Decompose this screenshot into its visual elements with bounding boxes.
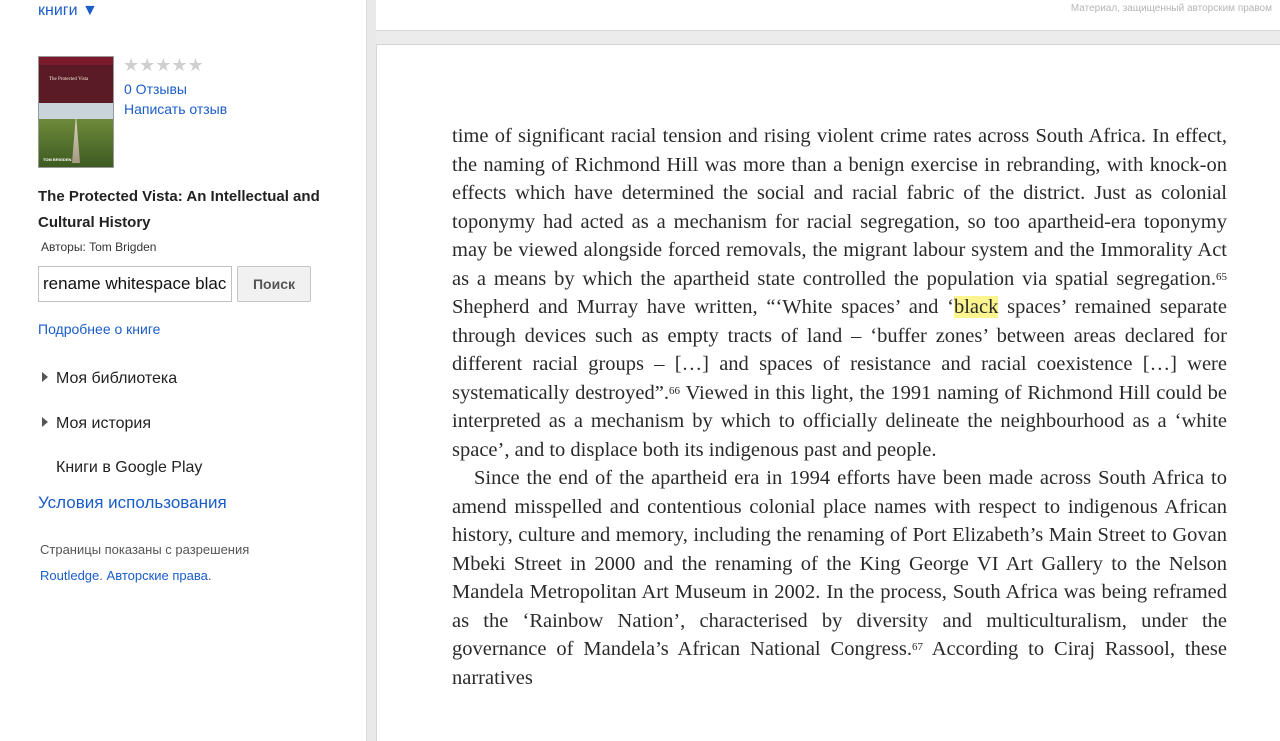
cover-author: TOM BRIGDEN bbox=[43, 157, 72, 162]
google-play-books-link[interactable]: Книги в Google Play bbox=[56, 459, 203, 476]
book-authors: Авторы: Tom Brigden bbox=[41, 240, 157, 254]
cover-title-block bbox=[39, 65, 113, 103]
permission-links bbox=[40, 568, 212, 583]
separator-period: . bbox=[99, 568, 103, 583]
my-history-label: Моя история bbox=[56, 415, 151, 432]
text-segment: time of significant racial tension and rising violent crime rates across South Africa. In effect, the naming of Richmond Hill was more than a benign exercise in rebranding, with knock-on effects which have determined the social and racial fabric of the district. Just as colonial toponymy had acted as a mechanism for racial segregation, so too apartheid-era toponymy may be viewed alongside forced removals, the migrant labour system and the Immorality Act as a means by which the apartheid state controlled the population via spatial segregation. bbox=[452, 125, 1227, 290]
cover-sky bbox=[39, 103, 113, 119]
text-segment: According to Ciraj Rassool, these narratives bbox=[452, 638, 1227, 689]
end-period: . bbox=[207, 568, 212, 583]
terms-of-use-link[interactable]: Условия использования bbox=[38, 493, 227, 512]
footnote-ref-67: 67 bbox=[911, 641, 923, 653]
text-segment: spaces’ remained separate through devices such as empty tracts of land – ‘buffer zones’ between areas declared for different racial groups – […] and spaces of resistance and racial coexistence […] were systematically destroyed”. bbox=[452, 296, 1227, 404]
search-button[interactable]: Поиск bbox=[237, 266, 311, 302]
paragraph-1 bbox=[452, 122, 1227, 464]
text-segment: Viewed in this light, the 1991 naming of Richmond Hill could be interpreted as a mechanism by which to officially delineate the neighbourhood as a ‘white space’, and to displace both its indigenous past and people. bbox=[452, 381, 1227, 461]
text-segment: Shepherd and Murray have written, “‘White spaces’ and ‘ bbox=[452, 296, 954, 318]
book-page[interactable] bbox=[376, 44, 1280, 741]
footnote-ref-66: 66 bbox=[669, 384, 681, 397]
my-history-item[interactable] bbox=[42, 415, 151, 433]
write-review-link[interactable]: Написать отзыв bbox=[124, 101, 228, 117]
paragraph-2 bbox=[452, 464, 1227, 692]
cover-top-band bbox=[39, 57, 113, 65]
publisher-link[interactable]: Routledge bbox=[40, 568, 100, 583]
permission-text: Страницы показаны с разрешения bbox=[40, 542, 250, 557]
reviews-count-link[interactable]: 0 Отзывы bbox=[124, 81, 187, 97]
more-about-book-link[interactable]: Подробнее о книге bbox=[38, 321, 161, 337]
footnote-ref-65: 65 bbox=[1216, 270, 1227, 283]
copyright-notice: Материал, защищенный авторским правом bbox=[1070, 3, 1272, 14]
book-title: The Protected Vista: An Intellectual and Cultural History bbox=[38, 188, 320, 231]
expand-triangle-icon bbox=[42, 372, 48, 382]
my-library-item[interactable] bbox=[42, 370, 177, 388]
search-in-book-input[interactable] bbox=[38, 266, 232, 302]
text-segment: Since the end of the apartheid era in 1994 efforts have been made across South Africa to amend misspelled and contentious colonial place names with respect to indigenous African history, culture and memory, including the renaming of Port Elizabeth’s Main Street to Govan Mbeki Street in 2000 and the renaming of the King George VI Art Gallery to the Nelson Mandela Metropolitan Art Museum in 2002. In the process, South Africa was being reframed as the ‘Rainbow Nation’, characterised by diversity and multiculturalism, under the governance of Mandela’s African National Congress. bbox=[452, 467, 1227, 660]
rating-stars[interactable]: ★★★★★ bbox=[123, 55, 204, 75]
page-text bbox=[452, 122, 1227, 692]
panel-divider[interactable] bbox=[366, 0, 376, 741]
books-menu-link[interactable]: книги ▼ bbox=[38, 2, 98, 19]
sidebar bbox=[0, 0, 366, 741]
expand-triangle-icon bbox=[42, 417, 48, 427]
book-cover[interactable] bbox=[38, 56, 114, 168]
cover-title: The Protected Vista bbox=[49, 77, 89, 82]
copyright-link[interactable]: Авторские права bbox=[106, 568, 208, 583]
search-highlight: black bbox=[953, 296, 999, 318]
previous-page-bottom bbox=[376, 0, 1280, 31]
my-library-label: Моя библиотека bbox=[56, 370, 178, 387]
